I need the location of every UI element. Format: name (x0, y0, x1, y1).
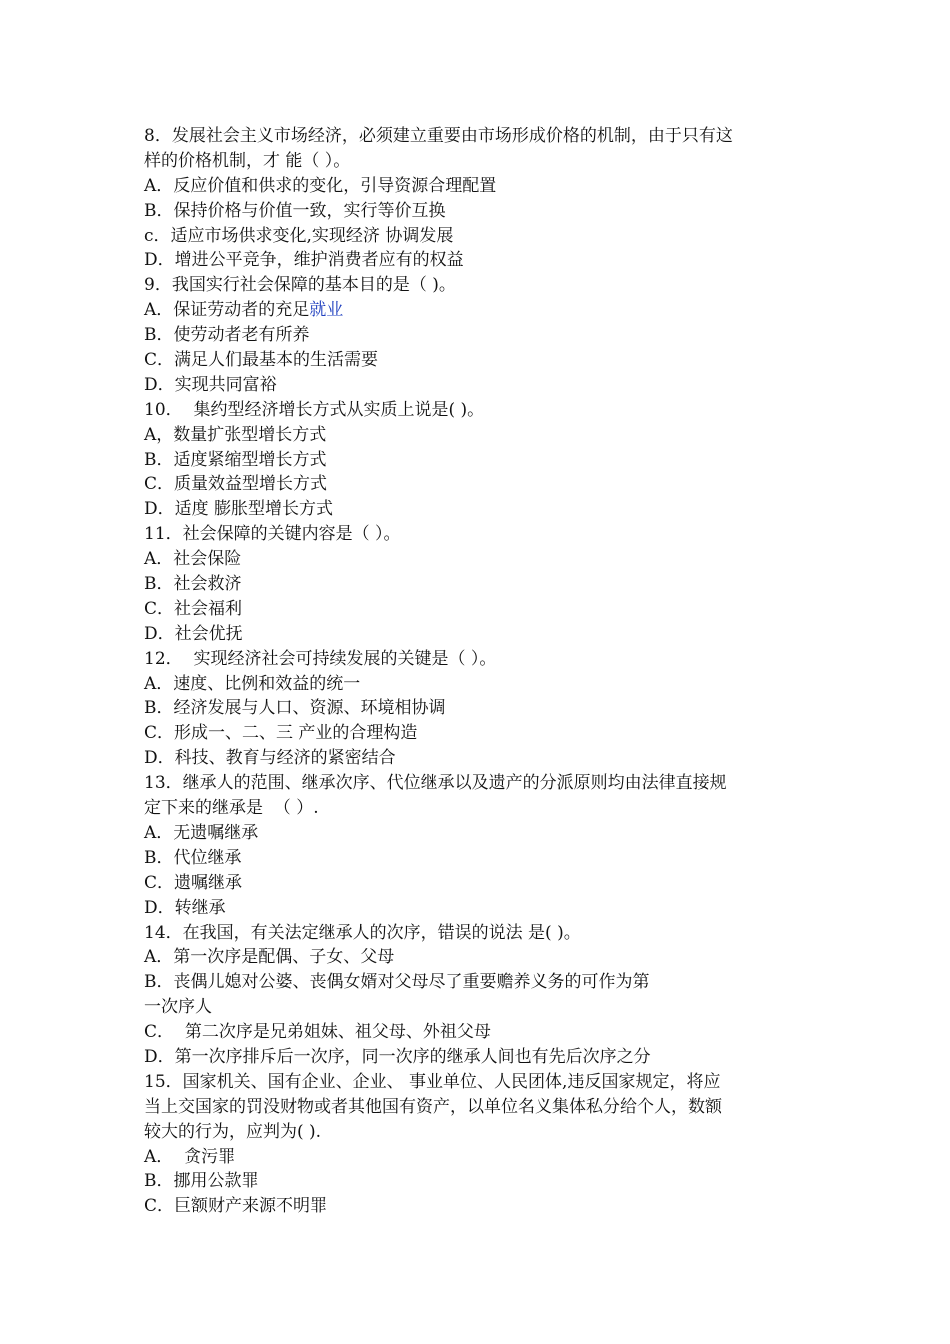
question-13-option-a: A．无遗嘱继承 (144, 822, 259, 843)
question-15-stem-line-3: 较大的行为，应判为( ). (144, 1121, 322, 1142)
question-13-option-d: D．转继承 (144, 897, 226, 918)
question-11-option-d: D．社会优抚 (144, 623, 243, 644)
question-15-option-a: A． 贪污罪 (144, 1146, 236, 1167)
question-15-stem-line-2: 当上交国家的罚没财物或者其他国有资产，以单位名义集体私分给个人，数额 (144, 1096, 722, 1117)
question-11-stem: 11．社会保障的关键内容是（ ）。 (144, 524, 401, 545)
question-14-option-a: A．第一次序是配偶、子女、父母 (144, 947, 395, 968)
question-13-stem-line-1: 13．继承人的范围、继承次序、代位继承以及遗产的分派原则均由法律直接规 (144, 773, 727, 794)
question-11-option-a: A．社会保险 (144, 549, 242, 570)
question-15-option-c: C．巨额财产来源不明罪 (144, 1196, 328, 1217)
question-10-option-c: C．质量效益型增长方式 (144, 474, 328, 495)
question-9-option-a-text: A．保证劳动者的充足 (144, 300, 310, 321)
question-15-option-b: B．挪用公款罪 (144, 1171, 259, 1192)
question-14-option-b-line-2: 一次序人 (144, 997, 212, 1018)
question-8-option-c: c．适应市场供求变化,实现经济 协调发展 (144, 225, 454, 246)
question-12-option-b: B．经济发展与人口、资源、环境相协调 (144, 698, 446, 719)
question-12-stem: 12． 实现经济社会可持续发展的关键是（ ）。 (144, 648, 497, 669)
question-9-stem: 9．我国实行社会保障的基本目的是（ )。 (144, 275, 456, 296)
question-9-option-b: B．使劳动者老有所养 (144, 325, 310, 346)
question-14-option-c: C． 第二次序是兄弟姐妹、祖父母、外祖父母 (144, 1022, 491, 1043)
question-10-option-d: D．适度 膨胀型增长方式 (144, 499, 334, 520)
question-13-stem-line-2: 定下来的继承是 （ ）. (144, 798, 319, 819)
question-8-option-b: B．保持价格与价值一致，实行等价互换 (144, 200, 446, 221)
question-10-option-b: B．适度紧缩型增长方式 (144, 449, 327, 470)
question-13-option-b: B．代位继承 (144, 847, 242, 868)
question-12-option-c: C．形成一、二、三 产业的合理构造 (144, 723, 418, 744)
question-8-stem-line-2: 样的价格机制，才 能（ ）。 (144, 150, 351, 171)
document-page (144, 124, 814, 1219)
question-8-option-a: A．反应价值和供求的变化，引导资源合理配置 (144, 175, 497, 196)
question-10-option-a: A，数量扩张型增长方式 (144, 424, 327, 445)
employment-link[interactable]: 就业 (309, 300, 344, 321)
question-14-option-b-line-1: B．丧偶儿媳对公婆、丧偶女婿对父母尽了重要赡养义务的可作为第 (144, 972, 650, 993)
question-9-option-d: D．实现共同富裕 (144, 374, 277, 395)
question-13-option-c: C．遗嘱继承 (144, 872, 243, 893)
question-14-stem: 14．在我国，有关法定继承人的次序，错误的说法 是( )。 (144, 922, 581, 943)
question-12-option-a: A．速度、比例和效益的统一 (144, 673, 361, 694)
question-11-option-c: C．社会福利 (144, 598, 243, 619)
question-8-stem-line-1: 8．发展社会主义市场经济，必须建立重要由市场形成价格的机制，由于只有这 (144, 126, 733, 146)
question-11-option-b: B．社会救济 (144, 574, 242, 595)
question-9-option-c: C．满足人们最基本的生活需要 (144, 350, 379, 371)
question-9-option-a (144, 298, 814, 323)
question-8-option-d: D．增进公平竞争，维护消费者应有的权益 (144, 250, 464, 271)
question-10-stem: 10． 集约型经济增长方式从实质上说是( )。 (144, 399, 485, 420)
question-15-stem-line-1: 15．国家机关、国有企业、企业、 事业单位、人民团体,违反国家规定，将应 (144, 1071, 721, 1092)
question-12-option-d: D．科技、教育与经济的紧密结合 (144, 748, 396, 769)
question-14-option-d: D．第一次序排斥后一次序，同一次序的继承人间也有先后次序之分 (144, 1046, 651, 1067)
